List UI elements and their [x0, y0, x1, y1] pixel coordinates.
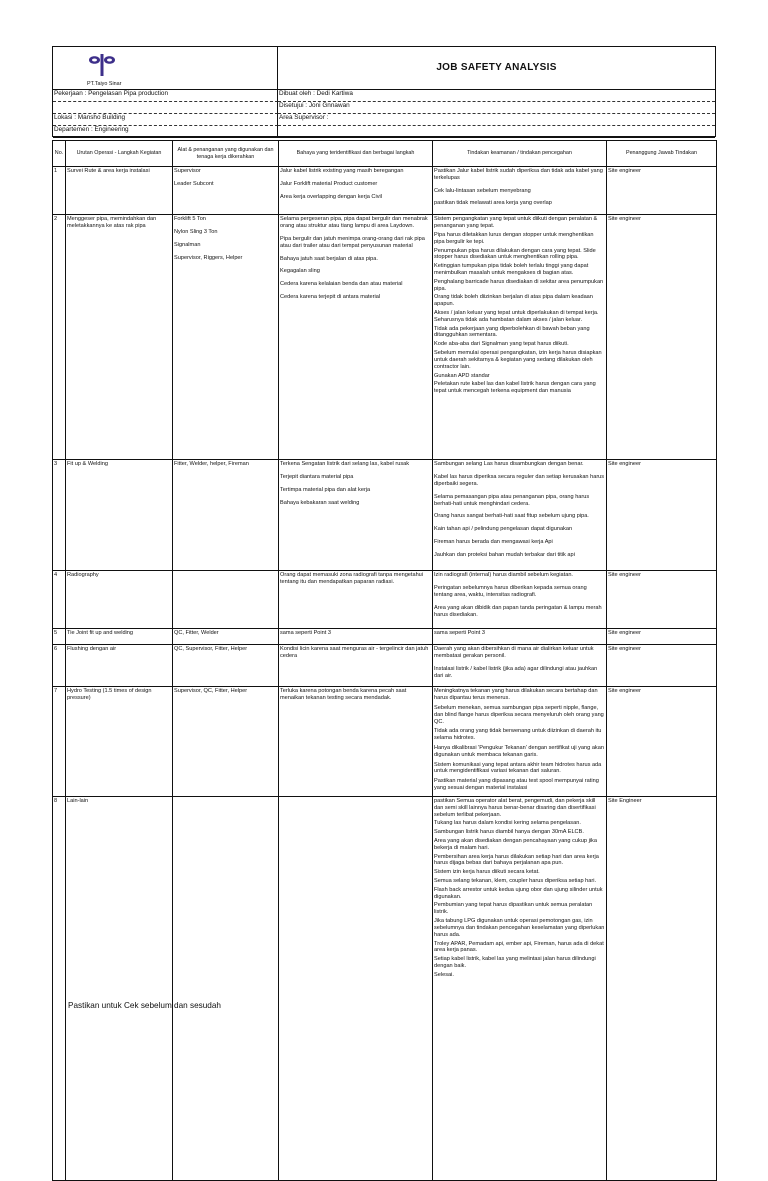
tools-cell-item: Leader Subcont [174, 180, 214, 187]
jsa-sheet [52, 46, 716, 1018]
pic-cell: Site engineer [607, 167, 717, 215]
header-right-line: Area Supervisor : [278, 114, 715, 126]
actions-cell-item: Gunakan APD standar [434, 372, 490, 379]
actions-cell-item: Peletakan rute kabel las dan kabel listrik harus dengan cara yang tepat untuk mencegah terkena equipment dan manusia [434, 381, 596, 395]
company-name: PT.Taiyo Sinar [87, 81, 122, 87]
table-row [53, 629, 717, 645]
step-cell-item: Flushing dengan air [67, 646, 117, 653]
actions-cell-item: Penumpukan pipa harus dilakukan dengan cara yang tepat. Slide stopper harus disediakan untuk menghentikan rolling pipa. [434, 247, 596, 261]
tools-cell [173, 796, 279, 1180]
actions-cell-item: Jika tabung LPG digunakan untuk operasi pemotongan gas, izin sebelumnya dan tindakan pencegahan keselamatan yang diperlukan harus ada. [434, 918, 605, 938]
hazards-cell-item: Kondisi licin karena saat menguras air - tergelincir dan jatuh cedera [280, 646, 429, 659]
footnote: Pastikan untuk Cek sebelum dan sesudah [68, 1001, 221, 1010]
pic-cell: Site engineer [607, 215, 717, 460]
header-right-line [278, 126, 715, 138]
actions-cell-item: Sambungan selang Las harus disambungkan dengan benar. [434, 461, 584, 468]
actions-cell-item: Area yang akan dibidik dan papan tanda peringatan & lampu merah harus disediakan. [434, 604, 602, 618]
actions-cell-item: Daerah yang akan dibersihkan di mana air dialirkan keluar untuk membatasi gerakan personil. [434, 646, 594, 659]
row-number: 3 [53, 460, 66, 571]
table-row [53, 571, 717, 629]
table-row [53, 460, 717, 571]
hazards-cell-item: Pipa bergulir dan jatuh menimpa orang-orang dari rak pipa atau dari trailer atau dari tempat penyusunan material [280, 235, 425, 249]
table-row [53, 167, 717, 215]
pic-cell: Site engineer [607, 645, 717, 687]
actions-cell-item: Sebelum menekan, semua sambungan pipa seperti nipple, flange, dan blind flange harus diperiksa secara menyeluruh oleh orang yang QC. [434, 704, 604, 725]
hazards-cell [279, 460, 433, 571]
header-right-line: Dibuat oleh : Dedi Kartiwa [278, 90, 715, 102]
step-cell-item: Fit up & Welding [67, 461, 108, 468]
step-cell [66, 687, 173, 797]
tools-cell-item: Fitter, Welder, helper, Fireman [174, 461, 249, 468]
hazards-cell [279, 629, 433, 645]
hazards-cell-item: sama seperti Point 3 [280, 630, 331, 637]
actions-cell-item: Kode aba-aba dari Signalman yang tepat harus diikuti. [434, 341, 569, 348]
actions-cell-item: Tukang las harus dalam kondisi kering selama pengelasan. [434, 820, 581, 827]
actions-cell-item: Orang tidak boleh diizinkan berjalan di atas pipa dalam keadaan apapun. [434, 294, 593, 308]
tools-cell [173, 460, 279, 571]
actions-cell-item: Penghalang barricade harus disediakan di sekitar area penumpukan pipa. [434, 278, 604, 292]
actions-cell-item: Instalasi listrik / kabel listrik (jika ada) agar dilindungi atau jauhkan dari air. [434, 665, 598, 679]
hazards-cell-item: Terkena Sengatan listrik dari selang las, kabel rusak [280, 461, 410, 468]
tools-cell-item: Signalman [174, 241, 201, 248]
step-cell-item: Menggeser pipa, memindahkan dan meletakkannya ke atas rak pipa [67, 216, 157, 230]
actions-cell-item: Akses / jalan keluar yang tepat untuk diperlakukan di tempat kerja. Seharusnya tidak ada hambatan dalam akses / jalan keluar. [434, 310, 599, 323]
actions-cell [433, 460, 607, 571]
tools-cell [173, 215, 279, 460]
hazards-cell-item: Area kerja overlapping dengan kerja Civil [280, 193, 382, 200]
hazards-cell-item: Kegagalan sling [280, 268, 320, 275]
actions-cell [433, 571, 607, 629]
document-header [52, 46, 716, 137]
hazards-cell-item: Orang dapat memasuki zona radiografi tanpa mengetahui tentang itu dan mendapatkan paparan radiasi. [280, 572, 424, 586]
actions-cell-item: Ketinggian tumpukan pipa tidak boleh terlalu tinggi yang dapat menimbulkan masalah untuk mengakses di bagian atas. [434, 263, 589, 276]
hazards-cell-item: Selama pergeseran pipa, pipa dapat bergulir dan menabrak orang atau struktur atau tiang lampu di area Laydown. [280, 216, 428, 230]
actions-cell-item: Jauhkan dan proteksi bahan mudah terbakar dari titik api [434, 551, 575, 558]
header-left-line [53, 102, 278, 114]
step-cell-item: Hydro Testing (1.5 times of design pressure) [67, 688, 152, 702]
tools-cell-item: Forklift 5 Ton [174, 216, 206, 223]
actions-cell-item: Fireman harus berada dan mengawasi kerja Api [434, 538, 553, 545]
actions-cell [433, 167, 607, 215]
actions-cell-item: Pembumian yang tepat harus dipastikan untuk semua peralatan listrik. [434, 902, 593, 916]
actions-cell-item: Troley APAR, Pemadam api, ember api, Fireman, harus ada di dekat area kerja panas. [434, 940, 604, 954]
hazards-cell [279, 796, 433, 1180]
col-header-tools: Alat & penanganan yang digunakan dan tenaga kerja dikerahkan [173, 141, 279, 167]
step-cell [66, 571, 173, 629]
hazards-cell-item: Bahaya jatuh saat berjalan di atas pipa. [280, 255, 378, 262]
actions-cell-item: Izin radiografi (internal) harus diambil sebelum kegiatan. [434, 572, 573, 579]
actions-cell [433, 796, 607, 1180]
company-logo-icon [87, 52, 117, 78]
step-cell-item: Lain-lain [67, 797, 89, 804]
pic-cell: Site engineer [607, 629, 717, 645]
actions-cell-item: Peringatan sebelumnya harus diberikan kepada semua orang tentang area, waktu, intensitas radiografi. [434, 585, 587, 598]
col-header-step: Urutan Operasi - Langkah Kegiatan [66, 141, 173, 167]
tools-cell [173, 687, 279, 797]
hazards-cell [279, 167, 433, 215]
tools-cell-item: Supervisor [174, 168, 201, 174]
hazards-cell-item: Jalur Forklift material Product customer [280, 180, 378, 187]
actions-cell-item: Pembersihan area kerja harus dilakukan setiap hari dan area kerja harus dijaga bebas dari bahaya perjalanan apa pun. [434, 853, 599, 867]
hazards-cell-item: Tertimpa material pipa dan alat kerja [280, 486, 371, 493]
actions-cell-item: Flash back arrestor untuk kedua ujung obor dan ujung silinder untuk digunakan. [434, 886, 603, 900]
actions-cell-item: Selesai. [434, 971, 454, 978]
hazards-cell [279, 215, 433, 460]
actions-cell-item: Orang harus sangat berhati-hati saat fitup sebelum ujung pipa. [434, 513, 589, 520]
jsa-table [52, 140, 717, 1181]
actions-cell [433, 645, 607, 687]
actions-cell-item: Semua selang tekanan, klem, coupler harus diperiksa setiap hari. [434, 878, 596, 884]
table-row [53, 645, 717, 687]
header-left-line: Departemen : Engineering [53, 126, 278, 138]
hazards-cell-item: Cedera karena kelalaian benda dan atau material [280, 281, 403, 288]
hazards-cell-item: Jalur kabel listrik existing yang masih beregangan [280, 168, 404, 174]
row-number: 2 [53, 215, 66, 460]
tools-cell-item: QC, Supervisor, Fitter, Helper [174, 646, 248, 653]
actions-cell-item: Pastikan Jalur kabel listrik sudah diperiksa dan tidak ada kabel yang terkelupas [434, 168, 603, 181]
hazards-cell [279, 645, 433, 687]
step-cell [66, 645, 173, 687]
col-header-actions: Tindakan keamanan / tindakan pencegahan [433, 141, 607, 167]
actions-cell-item: Sambungan listrik harus diambil hanya dengan 30mA ELCB. [434, 829, 584, 836]
document-title: JOB SAFETY ANALYSIS [278, 47, 715, 90]
actions-cell-item: Tidak ada orang yang tidak berwenang untuk diizinkan di daerah itu selama hidrotes. [434, 728, 602, 742]
table-row [53, 215, 717, 460]
tools-cell [173, 571, 279, 629]
step-cell-item: Tie Joint fit up and welding [67, 630, 134, 637]
hazards-cell [279, 571, 433, 629]
actions-cell-item: pastikan tidak melawati area kerja yang overlap [434, 200, 552, 207]
actions-cell-item: Hanya dikalibrasi 'Pengukur Tekanan' dengan sertifikat uji yang akan digunakan untuk membaca tekanan garis. [434, 745, 604, 758]
step-cell [66, 167, 173, 215]
hazards-cell-item: Cedera karena terjepit di antara material [280, 293, 381, 300]
col-header-no: No. [53, 141, 66, 167]
tools-cell-item: QC, Fitter, Welder [174, 630, 219, 637]
step-cell-item: Survei Rute & area kerja instalasi [67, 168, 150, 174]
pic-cell: Site Engineer [607, 796, 717, 1180]
step-cell [66, 215, 173, 460]
tools-cell-item: Nylon Sling 3 Ton [174, 229, 218, 236]
tools-cell [173, 645, 279, 687]
row-number: 5 [53, 629, 66, 645]
header-left-line: Lokasi : Mansho Building [53, 114, 278, 126]
actions-cell-item: Area yang akan disediakan dengan pencahayaan yang cukup jika bekerja di malam hari. [434, 837, 597, 851]
step-cell [66, 796, 173, 1180]
actions-cell-item: Kain tahan api / pelindung pengelasan dapat digunakan [434, 526, 573, 533]
pic-cell: Site engineer [607, 571, 717, 629]
hazards-cell-item: Terjepit diantara material pipa [280, 474, 354, 481]
step-cell [66, 460, 173, 571]
actions-cell-item: Pipa harus diletakkan lurus dengan stopper untuk menghentikan pipa bergulir ke tepi. [434, 231, 594, 245]
actions-cell [433, 215, 607, 460]
table-row [53, 687, 717, 797]
actions-cell-item: Sistem komunikasi yang tepat antara akhir team hidrotes harus ada untuk mengidentifikasi variasi tekanan dari saluran. [434, 761, 602, 775]
col-header-pic: Penanggung Jawab Tindakan [607, 141, 717, 167]
tools-cell [173, 167, 279, 215]
col-header-hazards: Bahaya yang teridentifikasi dan berbagai langkah [279, 141, 433, 167]
table-row [53, 796, 717, 1180]
tools-cell-item: Supervisor, QC, Fitter, Helper [174, 688, 248, 695]
header-right-line: Disetujui : Joni Gnnawan [278, 102, 715, 114]
header-left-line: Pekerjaan : Pengelasan Pipa production [53, 90, 278, 102]
actions-cell-item: Sebelum memulai operasi pengangkatan, izin kerja harus disiapkan untuk daerah sekitarnya & kegiatan yang sedang dilakukan oleh contractor lain. [434, 350, 602, 370]
pic-cell: Site engineer [607, 687, 717, 797]
actions-cell [433, 629, 607, 645]
actions-cell-item: Pastikan material yang dipasang atau test spool mempunyai rating yang sesuai dengan material instalasi [434, 778, 599, 792]
actions-cell-item: Sistem izin kerja harus diikuti secara ketat. [434, 869, 540, 876]
logo-cell [53, 47, 278, 90]
row-number: 8 [53, 796, 66, 1180]
tools-cell [173, 629, 279, 645]
actions-cell-item: sama seperti Point 3 [434, 630, 485, 637]
actions-cell-item: Sistem pengangkatan yang tepat untuk diikuti dengan peralatan & penanganan yang tepat. [434, 216, 598, 230]
row-number: 1 [53, 167, 66, 215]
actions-cell-item: Kabel las harus diperiksa secara reguler dan setiap kerusakan harus diperbaiki segera. [434, 474, 605, 487]
actions-cell-item: Meningkatnya tekanan yang harus dilakukan secara bertahap dan harus dipantau terus menerus. [434, 688, 598, 702]
actions-cell-item: Tidak ada pekerjaan yang diperbolehkan di bawah beban yang ditangguhkan sementara. [434, 325, 590, 339]
actions-cell-item: Selama pemasangan pipa atau penanganan pipa, orang harus berhati-hati untuk menghindari cedera. [434, 493, 590, 507]
row-number: 7 [53, 687, 66, 797]
actions-cell-item: Cek lalu-lintasan sebelum menyebrang [434, 187, 531, 194]
tools-cell-item: Supervisor, Riggers, Helper [174, 254, 243, 261]
pic-cell: Site engineer [607, 460, 717, 571]
hazards-cell [279, 687, 433, 797]
step-cell [66, 629, 173, 645]
actions-cell-item: pastikan Semua operator alat berat, pengemudi, dan pekerja skill dan semi skill lainnya harus benar-benar disaring dan disertifikasi sebelum terlibat pekerjaan. [434, 797, 596, 818]
row-number: 4 [53, 571, 66, 629]
hazards-cell-item: Terluka karena potongan benda karena pecah saat menaikan tekanan testing secara mendadak. [280, 688, 407, 702]
hazards-cell-item: Bahaya kebakaran saat welding [280, 499, 360, 506]
table-header-row [53, 141, 717, 167]
step-cell-item: Radiography [67, 572, 99, 579]
actions-cell [433, 687, 607, 797]
actions-cell-item: Setiap kabel listrik, kabel las yang melintasi jalan harus dilindungi dengan baik. [434, 956, 596, 969]
row-number: 6 [53, 645, 66, 687]
